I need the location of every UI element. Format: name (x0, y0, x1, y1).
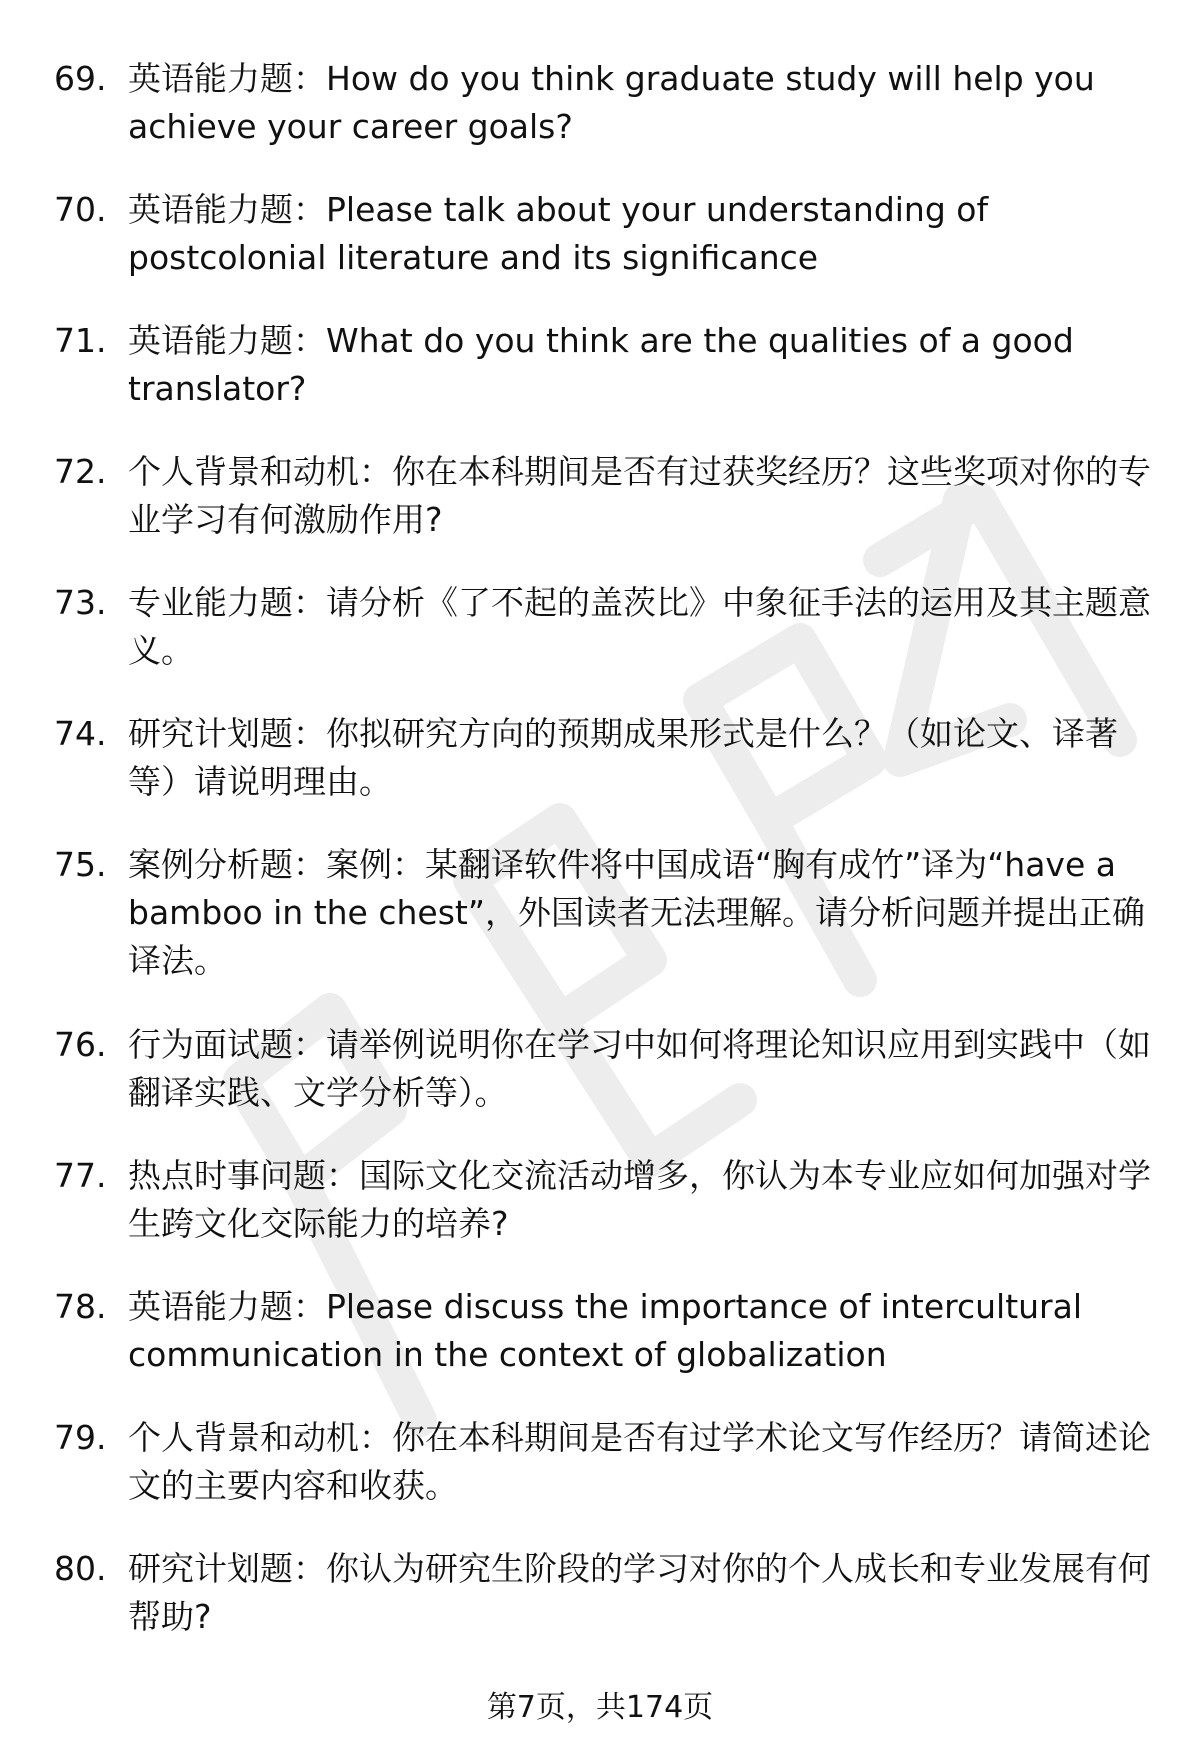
question-number: 75. (54, 845, 107, 884)
question-number: 70. (54, 190, 107, 229)
question-text: 热点时事问题：国际文化交流活动增多，你认为本专业应如何加强对学生跨文化交际能力的培养? (128, 1156, 1151, 1243)
question-number: 76. (54, 1025, 107, 1064)
question-number: 71. (54, 321, 107, 360)
page-footer (0, 1688, 1200, 1728)
question-number: 73. (54, 583, 107, 622)
question-item (0, 710, 1200, 841)
question-number: 74. (54, 714, 107, 753)
question-text: 英语能力题：What do you think are the qualities of a good translator? (128, 321, 1074, 408)
question-text: 研究计划题：你拟研究方向的预期成果形式是什么？（如论文、译著等）请说明理由。 (128, 714, 1118, 801)
question-item (0, 317, 1200, 448)
question-item (0, 55, 1200, 186)
page-number-label: 第7页，共174页 (486, 1690, 714, 1725)
question-item (0, 579, 1200, 710)
question-number: 79. (54, 1418, 107, 1457)
question-item (0, 1414, 1200, 1545)
question-number: 72. (54, 452, 107, 491)
question-text: 英语能力题：Please discuss the importance of intercultural communication in the context of globalization (128, 1287, 1083, 1374)
question-item (0, 186, 1200, 317)
question-number: 77. (54, 1156, 107, 1195)
question-text: 专业能力题：请分析《了不起的盖茨比》中象征手法的运用及其主题意义。 (128, 583, 1151, 670)
question-item (0, 1283, 1200, 1414)
question-item (0, 1152, 1200, 1283)
question-text: 案例分析题：案例：某翻译软件将中国成语“胸有成竹”译为“have a bamboo in the chest”，外国读者无法理解。请分析问题并提出正确译法。 (128, 845, 1145, 980)
question-number: 69. (54, 59, 107, 98)
question-text: 个人背景和动机：你在本科期间是否有过学术论文写作经历？请简述论文的主要内容和收获。 (128, 1418, 1151, 1505)
question-number: 78. (54, 1287, 107, 1326)
question-item (0, 1021, 1200, 1152)
question-item (0, 841, 1200, 1021)
question-text: 行为面试题：请举例说明你在学习中如何将理论知识应用到实践中（如翻译实践、文学分析等）。 (128, 1025, 1151, 1112)
question-text: 研究计划题：你认为研究生阶段的学习对你的个人成长和专业发展有何帮助? (128, 1549, 1151, 1636)
question-item (0, 448, 1200, 579)
question-number: 80. (54, 1549, 107, 1588)
question-text: 英语能力题：How do you think graduate study will help you achieve your career goals? (128, 59, 1095, 146)
question-text: 个人背景和动机：你在本科期间是否有过获奖经历？这些奖项对你的专业学习有何激励作用? (128, 452, 1151, 539)
question-list (0, 55, 1200, 1676)
question-item (0, 1545, 1200, 1676)
question-text: 英语能力题：Please talk about your understanding of postcolonial literature and its significance (128, 190, 989, 277)
